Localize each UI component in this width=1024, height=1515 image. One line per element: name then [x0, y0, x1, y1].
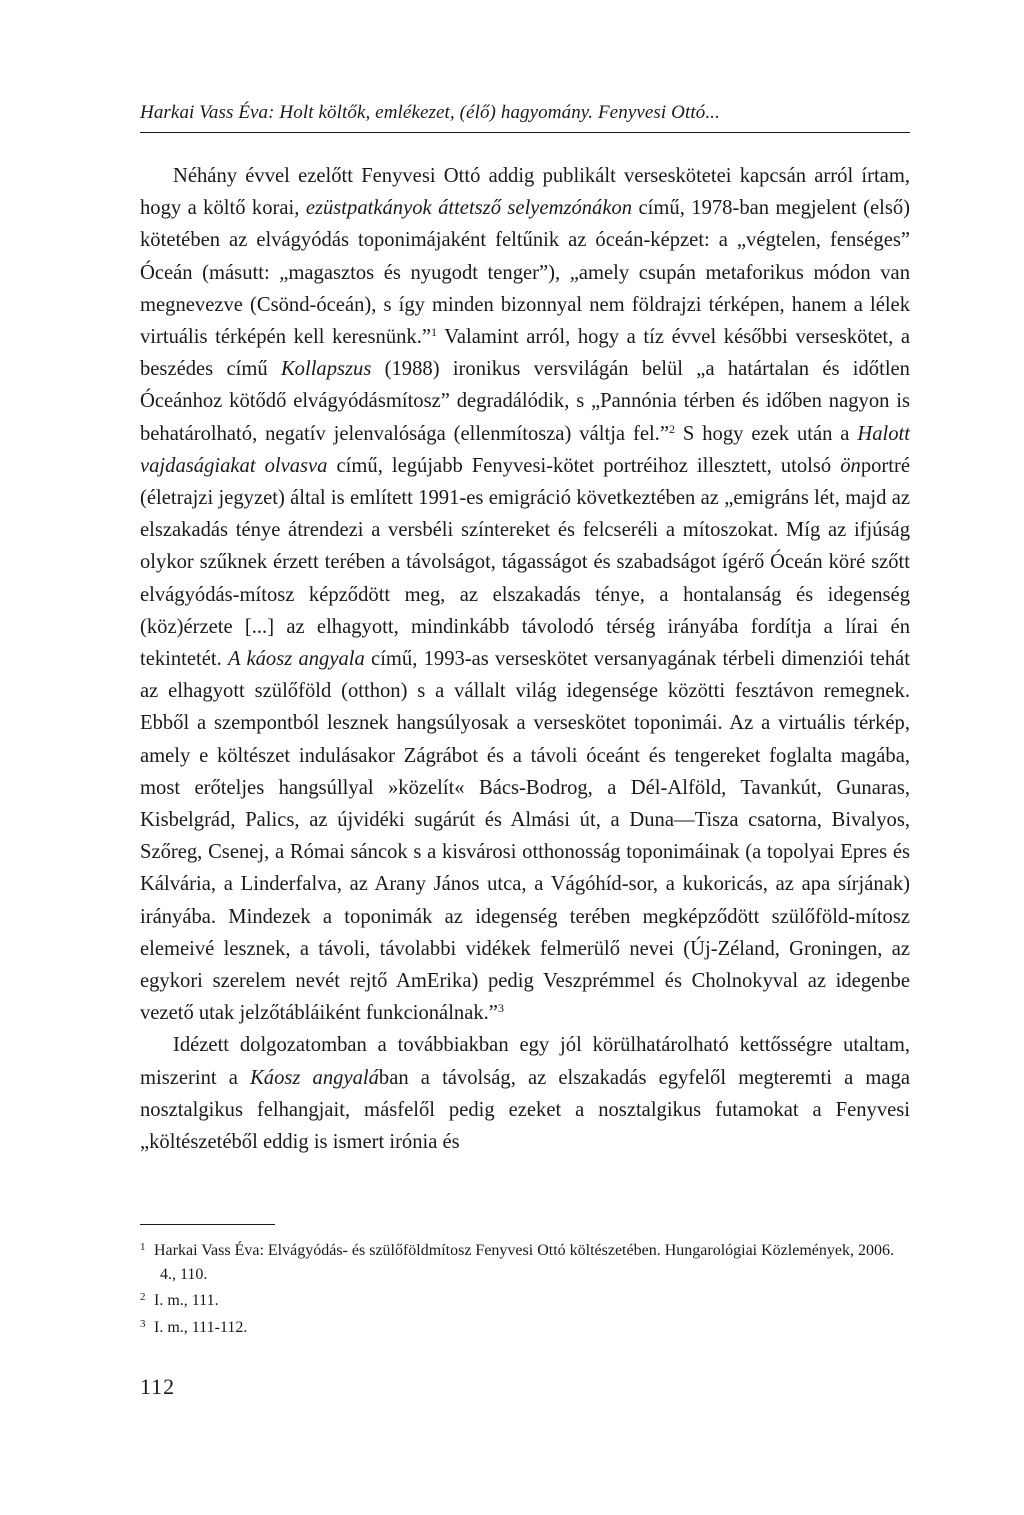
text-run: S hogy ezek után a	[674, 422, 858, 445]
footnote-3	[140, 1313, 910, 1340]
text-run: Valamint arról, hogy a tíz évvel későbbi verseskötet, a beszédes című	[140, 326, 910, 381]
footnote-2	[140, 1286, 910, 1313]
text-run: (1988) ironikus versvilágán belül „a határtalan és időtlen Óceánhoz kötődő elvágyódásmítosz” degradálódik, s „Pannónia térben és időben nagyon is behatárolható, negatív jelenvalósága (ellenmítosza) váltja fel.”	[140, 358, 910, 445]
paragraph-1	[140, 160, 910, 1029]
header-rule	[140, 132, 910, 133]
book-title: Halott vajdaságiakat olvasva	[140, 422, 910, 477]
footnote-text: I. m., 111-112.	[154, 1318, 248, 1336]
text-run: portré (életrajzi jegyzet) által is említett 1991-es emigráció következtében az „emigráns lét, majd az elszakadás ténye átrendezi a versbéli színtereket és felcseréli a mítoszokat. Míg az ifjúság olykor szűknek érzett terében a távolságot, tágasságot és szabadságot ígérő Óceán köré szőtt elvágyódás-mítosz képződött meg, az elszakadás ténye, a hontalanság és idegenség (köz)érzete [...] az elhagyott, mindinkább távolodó térség irányába fordítja a lírai én tekintetét.	[140, 454, 910, 671]
footnote-rule	[140, 1224, 275, 1225]
emphasis: ön	[840, 454, 861, 477]
footnote-text: I. m., 111.	[154, 1292, 219, 1309]
book-title: A káosz angyala	[228, 648, 365, 671]
text-run: Néhány évvel ezelőtt Fenyvesi Ottó addig publikált verseskötetei kapcsán arról írtam, hogy a költő korai,	[140, 165, 910, 220]
footnote-text: Harkai Vass Éva: Elvágyódás- és szülőföldmítosz Fenyvesi Ottó költészetében. Hungarológiai Közlemények, 2006. 4., 110.	[154, 1242, 894, 1283]
footnote-number: 3	[140, 1317, 146, 1330]
text-run: című, 1993-as verseskötet versanyagának térbeli dimenziói tehát az elhagyott szülőföld (otthon) s a vállalt világ idegensége közötti fesztávon remegnek. Ebből a szempontból lesznek hangsúlyosak a verseskötet toponimái. Az a virtuális térkép, amely e költészet indulásakor Zágrábot és a távoli óceánt és tengereket foglalta magába, most erőteljes hangsúllyal »közelít« Bács-Bodrog, a Dél-Alföld, Tavankút, Gunaras, Kisbelgrád, Palics, az újvidéki sugárút és Almási út, a Duna—Tisza csatorna, Bivalyos, Szőreg, Csenej, a Római sáncok s a kisvárosi otthonosság toponimáinak (a topolyai Epres és Kálvária, a Linderfalva, az Arany János utca, a Vágóhíd-sor, a kukoricás, az apa sírjának) irányába. Mindezek a toponimák az idegenség terében megképződött szülőföld-mítosz elemeivé lesznek, a távoli, távolabbi vidékek felmerülő nevei (Új-Zéland, Groningen, az egykori szerelem nevét rejtő AmErika) pedig Veszprémmel és Cholnokyval az idegenbe vezető utak jelzőtábláiként funkcionálnak.”	[140, 648, 910, 1025]
footnote-ref-2[interactable]: 2	[668, 421, 675, 436]
running-header: Harkai Vass Éva: Holt költők, emlékezet, (élő) hagyomány. Fenyvesi Ottó...	[140, 102, 720, 123]
footnote-ref-3[interactable]: 3	[497, 1001, 504, 1016]
text-run: című, 1978-ban megjelent (első) kötetében az elvágyódás toponimájaként feltűnik az óceán-képzet: a „végtelen, fenséges” Óceán (másutt: „magasztos és nyugodt tenger”), „amely csupán metaforikus módon van megnevezve (Csönd-óceán), s így minden bizonnyal nem földrajzi térképen, hanem a lélek virtuális térképén kell keresnünk.”	[140, 197, 910, 349]
book-title: Kollapszus	[280, 358, 372, 381]
footnote-number: 2	[140, 1291, 146, 1303]
footnote-1	[140, 1236, 910, 1286]
body-text	[140, 160, 910, 1158]
footnote-ref-1[interactable]: 1	[431, 325, 438, 340]
footnotes	[140, 1236, 910, 1339]
footnote-number: 1	[140, 1241, 146, 1253]
paragraph-2	[140, 1029, 910, 1158]
page-number: 112	[140, 1374, 176, 1399]
book-title: Káosz angyalá	[250, 1066, 379, 1089]
text-run: ban a távolság, az elszakadás egyfelől megteremti a maga nosztalgikus felhangjait, másfelől pedig ezeket a nosztalgikus futamokat a Fenyvesi „költészetéből eddig is ismert irónia és	[140, 1066, 911, 1154]
text-run: Idézett dolgozatomban a továbbiakban egy jól körülhatárolható kettősségre utaltam, miszerint a	[140, 1034, 910, 1089]
book-title: ezüstpatkányok áttetsző selyemzónákon	[305, 197, 633, 220]
text-run: című, legújabb Fenyvesi-kötet portréihoz illesztett, utolsó	[327, 454, 841, 477]
